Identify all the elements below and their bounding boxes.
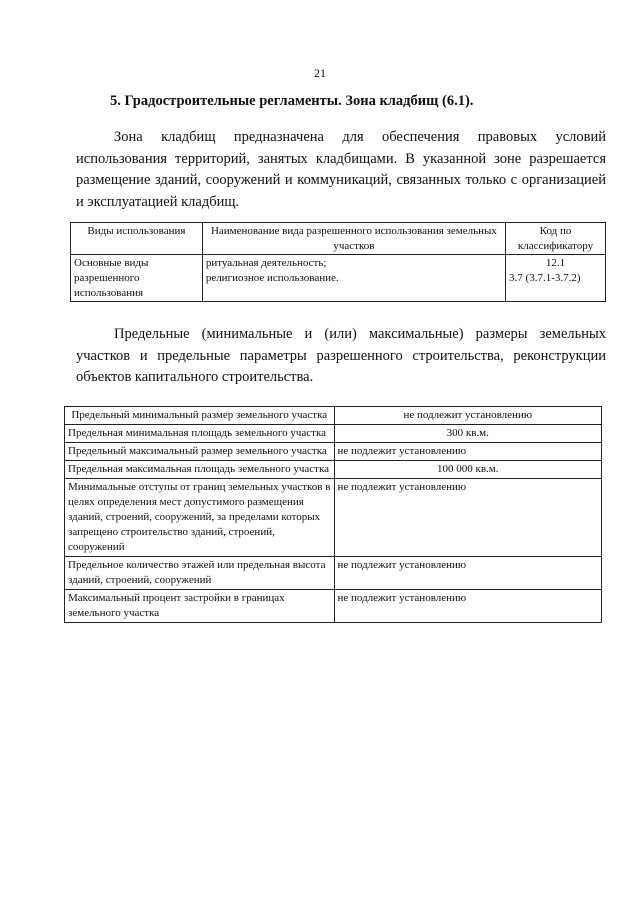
param-cell: Предельное количество этажей или предельная высота зданий, строений, сооружений — [65, 557, 335, 590]
parameters-table — [64, 406, 602, 623]
value-cell: 300 кв.м. — [334, 425, 602, 443]
table-row — [65, 407, 602, 425]
table-row — [65, 590, 602, 623]
use-name: ритуальная деятельность; — [205, 257, 327, 269]
value-cell: не подлежит установлению — [334, 479, 602, 557]
param-cell: Предельная максимальная площадь земельного участка — [65, 461, 335, 479]
use-name-cell — [202, 255, 505, 302]
use-code-cell — [506, 255, 606, 302]
param-cell: Минимальные отступы от границ земельных участков в целях определения мест допустимого размещения зданий, строений, сооружений, за пределами которых запрещено строительство зданий, строений, сооружений — [65, 479, 335, 557]
value-cell: не подлежит установлению — [334, 407, 602, 425]
use-name: религиозное использование. — [205, 272, 339, 284]
table-row — [71, 255, 606, 302]
use-code: 3.7 (3.7.1-3.7.2) — [509, 272, 581, 284]
page-number: 21 — [314, 66, 326, 80]
intro-paragraph: Зона кладбищ предназначена для обеспечения правовых условий использования территорий, занятых кладбищами. В указанной зоне разрешается размещение зданий, сооружений и коммуникаций, связанных только с организацией и эксплуатацией кладбищ. — [76, 129, 606, 210]
param-cell: Максимальный процент застройки в границах земельного участка — [65, 590, 335, 623]
limits-paragraph: Предельные (минимальные и (или) максимальные) размеры земельных участков и предельные параметры разрешенного строительства, реконструкции объектов капитального строительства. — [76, 326, 606, 385]
value-cell: 100 000 кв.м. — [334, 461, 602, 479]
param-cell: Предельный максимальный размер земельного участка — [65, 443, 335, 461]
table-row — [65, 557, 602, 590]
value-cell: не подлежит установлению — [334, 443, 602, 461]
uses-table-header — [71, 223, 606, 255]
param-cell: Предельный минимальный размер земельного участка — [65, 407, 335, 425]
table-row — [65, 425, 602, 443]
header-cell: Код по классификатору — [506, 223, 606, 255]
header-cell: Наименование вида разрешенного использования земельных участков — [202, 223, 505, 255]
value-cell: не подлежит установлению — [334, 590, 602, 623]
header-cell: Виды использования — [71, 223, 203, 255]
table-row — [65, 461, 602, 479]
table-row — [65, 443, 602, 461]
use-code: 12.1 — [545, 257, 566, 269]
use-type-cell: Основные виды разрешенного использования — [71, 255, 203, 302]
value-cell: не подлежит установлению — [334, 557, 602, 590]
param-cell: Предельная минимальная площадь земельного участка — [65, 425, 335, 443]
table-row — [65, 479, 602, 557]
uses-table — [70, 222, 606, 302]
section-heading: 5. Градостроительные регламенты. Зона кладбищ (6.1). — [110, 93, 474, 109]
